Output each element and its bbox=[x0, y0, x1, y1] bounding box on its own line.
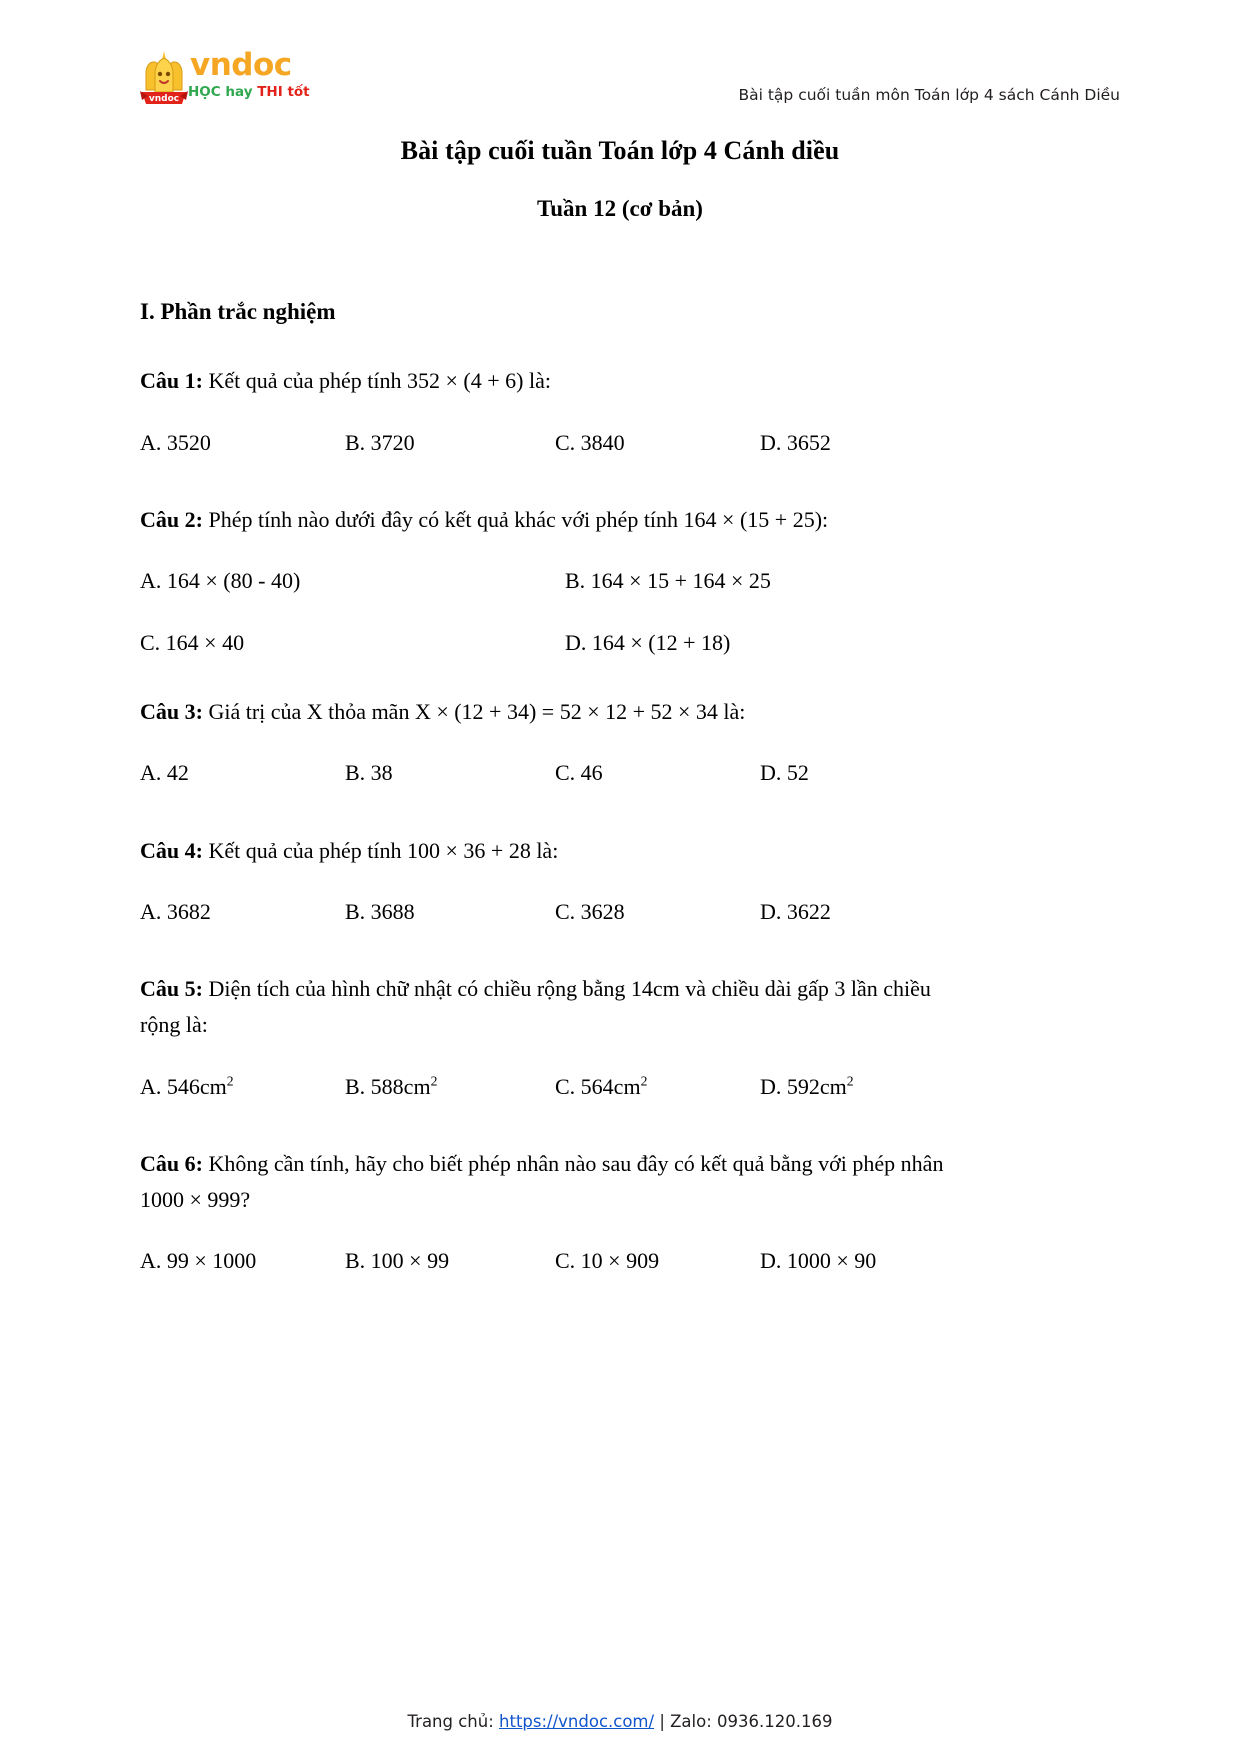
option-c[interactable] bbox=[555, 1069, 760, 1104]
logo-tagline-hoc: HỌC hay bbox=[188, 84, 253, 100]
svg-text:vndoc: vndoc bbox=[148, 94, 180, 104]
option-b[interactable]: B. 3688 bbox=[345, 899, 415, 925]
option-c[interactable]: C. 10 × 909 bbox=[555, 1248, 660, 1274]
question-label: Câu 4: bbox=[140, 837, 203, 863]
option-a[interactable]: A. 164 × (80 - 40) bbox=[140, 568, 301, 594]
options-row bbox=[140, 894, 970, 929]
option-c[interactable]: C. 164 × 40 bbox=[140, 629, 245, 655]
document-subtitle: Tuần 12 (cơ bản) bbox=[537, 196, 703, 221]
option-a[interactable]: A. 42 bbox=[140, 760, 189, 786]
question-label: Câu 5: bbox=[140, 976, 203, 1002]
question-text bbox=[140, 694, 970, 730]
document-body bbox=[140, 296, 970, 1300]
question-text bbox=[140, 833, 970, 869]
question-body: Kết quả của phép tính 100 × 36 + 28 là: bbox=[202, 837, 559, 863]
question-body: Không cần tính, hãy cho biết phép nhân nào sau đây có kết quả bằng với phép nhân 1000 × 999? bbox=[140, 1150, 944, 1212]
option-a[interactable]: A. 3682 bbox=[140, 899, 211, 925]
option-d[interactable] bbox=[760, 1069, 968, 1104]
question-body: Kết quả của phép tính 352 × (4 + 6) là: bbox=[202, 368, 551, 394]
option-a[interactable]: A. 99 × 1000 bbox=[140, 1248, 257, 1274]
section-heading: I. Phần trắc nghiệm bbox=[140, 299, 336, 324]
page-header bbox=[140, 44, 1120, 114]
logo-tagline bbox=[188, 86, 310, 100]
option-b[interactable] bbox=[345, 1069, 555, 1104]
option-c-text: C. 564cm bbox=[555, 1073, 641, 1099]
logo-tagline-thi: THI bbox=[257, 84, 283, 100]
footer-website-link[interactable]: https://vndoc.com/ bbox=[499, 1712, 655, 1731]
header-note: Bài tập cuối tuần môn Toán lớp 4 sách Cánh Diều bbox=[738, 86, 1120, 104]
option-b[interactable]: B. 100 × 99 bbox=[345, 1248, 450, 1274]
question-label: Câu 2: bbox=[140, 506, 203, 532]
question-block bbox=[140, 363, 970, 460]
question-text bbox=[140, 502, 970, 538]
footer-suffix: | Zalo: 0936.120.169 bbox=[654, 1712, 833, 1731]
options-row bbox=[140, 1069, 970, 1104]
option-d-text: D. 592cm bbox=[760, 1073, 847, 1099]
option-d[interactable]: D. 3652 bbox=[760, 429, 831, 455]
option-a[interactable] bbox=[140, 1069, 345, 1104]
page-footer bbox=[0, 1712, 1240, 1731]
option-d[interactable]: D. 52 bbox=[760, 760, 809, 786]
option-c[interactable]: C. 46 bbox=[555, 760, 603, 786]
question-body: Diện tích của hình chữ nhật có chiều rộng bằng 14cm và chiều dài gấp 3 lần chiều rộng là: bbox=[140, 976, 931, 1038]
question-text bbox=[140, 971, 970, 1042]
option-b[interactable]: B. 164 × 15 + 164 × 25 bbox=[565, 568, 771, 594]
question-text bbox=[140, 1146, 970, 1217]
vndoc-logo[interactable] bbox=[140, 47, 310, 110]
question-label: Câu 1: bbox=[140, 368, 203, 394]
question-text bbox=[140, 363, 970, 399]
question-body: Giá trị của X thỏa mãn X × (12 + 34) = 52 × 12 + 52 × 34 là: bbox=[202, 698, 746, 724]
question-block bbox=[140, 971, 970, 1103]
option-d[interactable]: D. 164 × (12 + 18) bbox=[565, 629, 731, 655]
option-c-superscript: 2 bbox=[640, 1073, 648, 1089]
option-d[interactable]: D. 1000 × 90 bbox=[760, 1248, 877, 1274]
logo-tagline-tot: tốt bbox=[287, 84, 310, 100]
options-row bbox=[140, 1243, 970, 1278]
options-row bbox=[140, 563, 970, 598]
option-a-text: A. 546cm bbox=[140, 1073, 227, 1099]
question-block bbox=[140, 1146, 970, 1278]
option-d-superscript: 2 bbox=[846, 1073, 854, 1089]
option-b[interactable]: B. 3720 bbox=[345, 429, 415, 455]
options-row bbox=[140, 625, 970, 660]
document-title: Bài tập cuối tuần Toán lớp 4 Cánh diều bbox=[400, 136, 840, 165]
vndoc-emblem-icon bbox=[140, 50, 188, 106]
option-b-text: B. 588cm bbox=[345, 1073, 431, 1099]
option-b-superscript: 2 bbox=[430, 1073, 438, 1089]
options-row bbox=[140, 425, 970, 460]
option-b[interactable]: B. 38 bbox=[345, 760, 393, 786]
question-label: Câu 3: bbox=[140, 698, 203, 724]
option-c[interactable]: C. 3840 bbox=[555, 429, 625, 455]
question-label: Câu 6: bbox=[140, 1150, 203, 1176]
option-d[interactable]: D. 3622 bbox=[760, 899, 831, 925]
options-row bbox=[140, 755, 970, 790]
logo-wordmark: vndoc bbox=[190, 47, 292, 83]
question-block bbox=[140, 694, 970, 791]
option-a[interactable]: A. 3520 bbox=[140, 429, 211, 455]
question-block bbox=[140, 502, 970, 660]
option-c[interactable]: C. 3628 bbox=[555, 899, 625, 925]
question-block bbox=[140, 833, 970, 930]
option-a-superscript: 2 bbox=[226, 1073, 234, 1089]
question-body: Phép tính nào dưới đây có kết quả khác với phép tính 164 × (15 + 25): bbox=[202, 506, 829, 532]
footer-prefix: Trang chủ: bbox=[407, 1712, 500, 1731]
